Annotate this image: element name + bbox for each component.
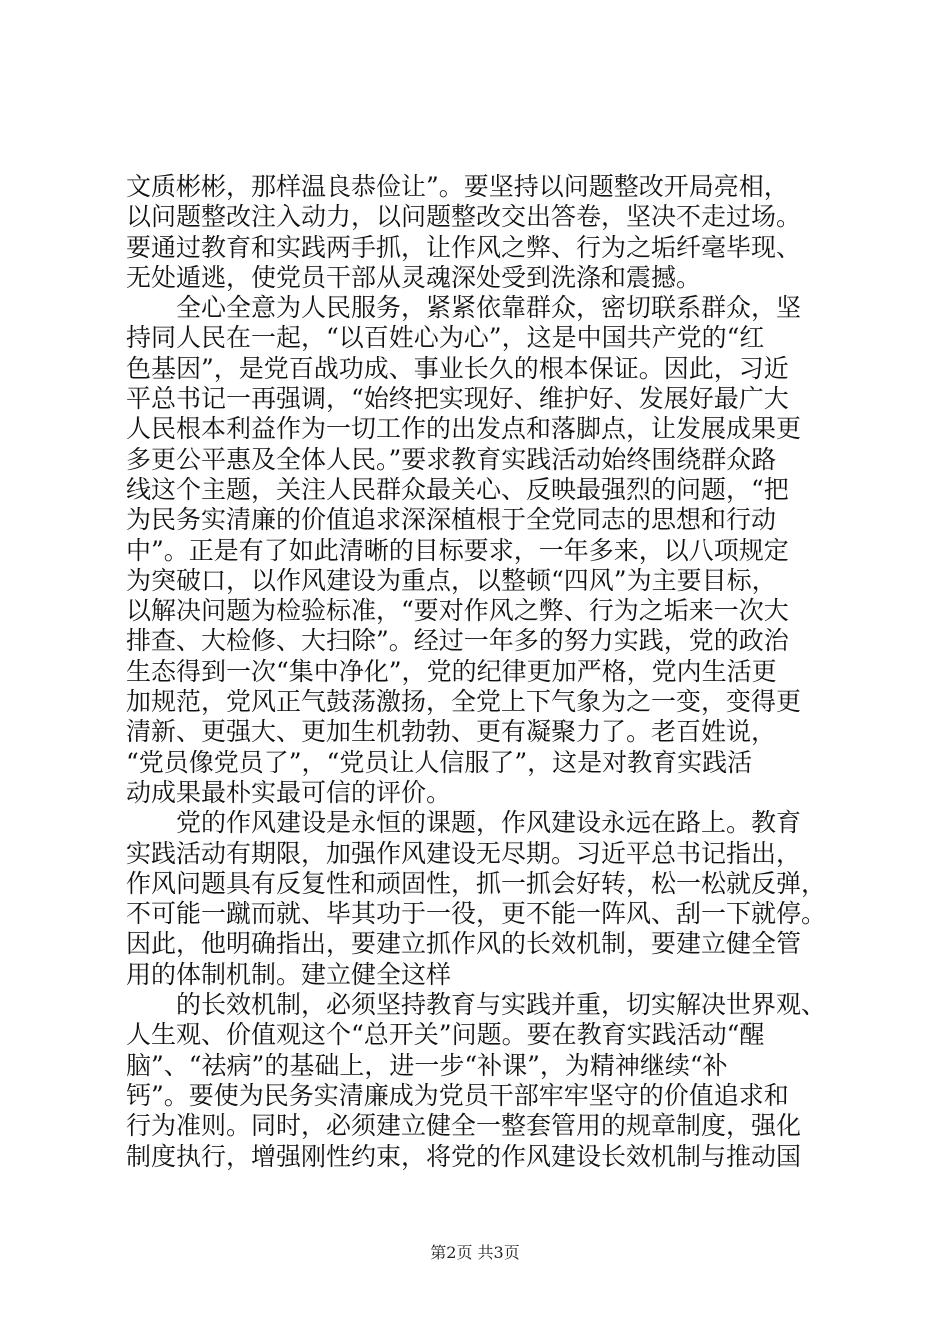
text-line: 色基因”，是党百战功成、事业长久的根本保证。因此，习近: [126, 353, 789, 383]
text-line: 以解决问题为检验标准，“要对作风之弊、行为之垢来一次大: [126, 596, 789, 626]
text-line: “党员像党员了”，“党员让人信服了”，这是对教育实践活: [126, 747, 753, 777]
text-line: 文质彬彬，那样温良恭俭让”。要坚持以问题整改开局亮相，: [126, 172, 789, 201]
page-footer: 第2页 共3页: [430, 1243, 520, 1262]
body-text: [126, 172, 836, 1172]
text-line: 无处遁逃，使党员干部从灵魂深处受到洗涤和震撼。: [126, 262, 702, 292]
text-line: 作风问题具有反复性和顽固性，抓一抓会好转，松一松就反弹，: [126, 868, 827, 898]
text-line: 动成果最朴实最可信的评价。: [126, 777, 452, 807]
text-line: 不可能一蹴而就、毕其功于一役，更不能一阵风、刮一下就停。: [126, 899, 827, 929]
text-line: 人生观、价值观这个“总开关”问题。要在教育实践活动“醒: [126, 1020, 765, 1050]
text-line: 脑”、“祛病”的基础上，进一步“补课”，为精神继续“补: [126, 1050, 728, 1080]
text-line: 的长效机制，必须坚持教育与实践并重，切实解决世界观、: [176, 990, 827, 1020]
text-line: 中”。正是有了如此清晰的目标要求，一年多来，以八项规定: [126, 535, 789, 565]
text-line: 以问题整改注入动力，以问题整改交出答卷，坚决不走过场。: [126, 202, 802, 232]
text-line: 党的作风建设是永恒的课题，作风建设永远在路上。教育: [176, 808, 802, 838]
text-line: 清新、更强大、更加生机勃勃、更有凝聚力了。老百姓说，: [126, 717, 777, 747]
text-line: 行为准则。同时，必须建立健全一整套管用的规章制度，强化: [126, 1111, 802, 1141]
text-line: 制度执行，增强刚性约束，将党的作风建设长效机制与推动国: [126, 1141, 802, 1171]
text-line: 要通过教育和实践两手抓，让作风之弊、行为之垢纤毫毕现、: [126, 232, 802, 262]
text-line: 钙”。要使为民务实清廉成为党员干部牢牢坚守的价值追求和: [126, 1080, 789, 1110]
text-line: 用的体制机制。建立健全这样: [126, 959, 452, 989]
text-line: 生态得到一次“集中净化”，党的纪律更加严格，党内生活更: [126, 656, 777, 686]
text-line: 排查、大检修、大扫除”。经过一年多的努力实践，党的政治: [126, 626, 789, 656]
text-line: 平总书记一再强调，“始终把实现好、维护好、发展好最广大: [126, 384, 789, 414]
text-line: 线这个主题，关注人民群众最关心、反映最强烈的问题，“把: [126, 474, 789, 504]
text-line: 加规范，党风正气鼓荡激扬，全党上下气象为之一变，变得更: [126, 687, 802, 717]
text-line: 为民务实清廉的价值追求深深植根于全党同志的思想和行动: [126, 505, 777, 535]
text-line: 持同人民在一起，“以百姓心为心”，这是中国共产党的“红: [126, 323, 765, 353]
text-line: 为突破口，以作风建设为重点，以整顿“四风”为主要目标，: [126, 565, 777, 595]
text-line: 实践活动有期限，加强作风建设无尽期。习近平总书记指出，: [126, 838, 802, 868]
text-line: 人民根本利益作为一切工作的出发点和落脚点，让发展成果更: [126, 414, 802, 444]
text-line: 多更公平惠及全体人民。”要求教育实践活动始终围绕群众路: [126, 444, 777, 474]
text-line: 因此，他明确指出，要建立抓作风的长效机制，要建立健全管: [126, 929, 802, 959]
text-line: 全心全意为人民服务，紧紧依靠群众，密切联系群众，坚: [176, 293, 802, 323]
